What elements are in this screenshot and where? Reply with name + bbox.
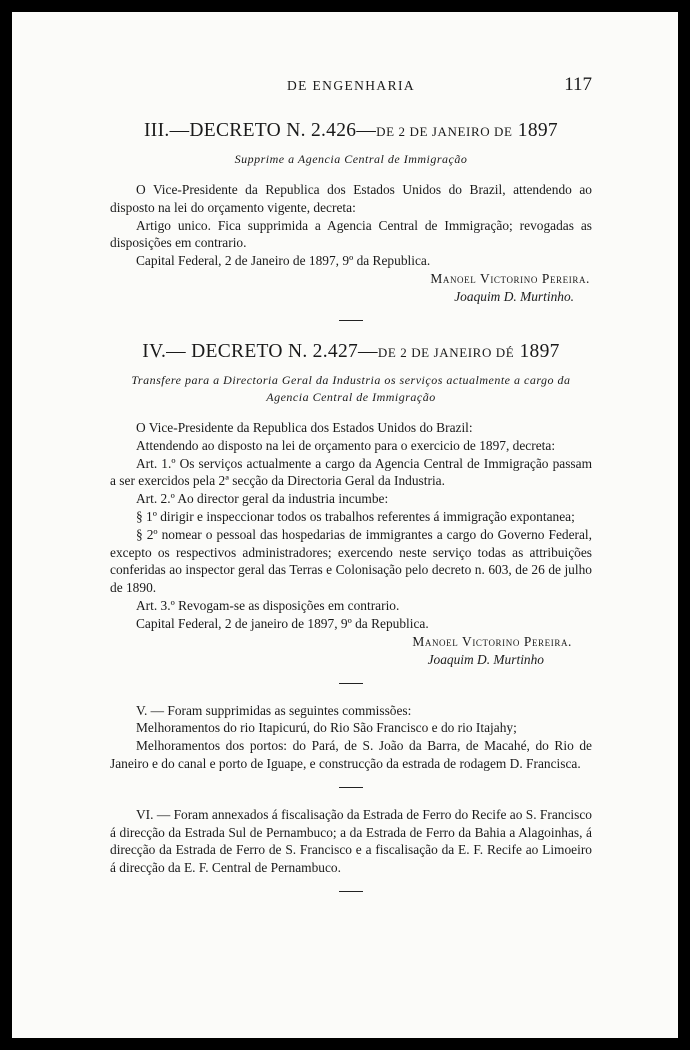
paragraph: § 1º dirigir e inspeccionar todos os trabalhos referentes á immigração expontanea; — [136, 508, 575, 524]
signatory-name-2: Joaquim D. Murtinho — [427, 651, 544, 667]
section-rule — [339, 683, 363, 684]
decree-2427-title-date: DE 2 DE JANEIRO DÉ — [377, 344, 515, 360]
paragraph: Art. 2.º Ao director geral da industria incumbe: — [136, 491, 389, 507]
decree-2427-title-year: 1897 — [519, 340, 560, 362]
paragraph: Capital Federal, 2 de janeiro de 1897, 9º da Republica. — [136, 615, 429, 631]
signatory-name: Manoel Victorino Pereira. — [412, 633, 572, 649]
paragraph: Capital Federal, 2 de Janeiro de 1897, 9º da Republica. — [136, 253, 431, 269]
paragraph: § 2º nomear o pessoal das hospedarias de immigrantes a cargo do Governo Federal, excepto os respectivos administradores; exercendo neste serviço todas as attribuições conferidas ao inspector geral das Terras e Colonisação pelo decreto n. 603, de 26 de julho de 1890. — [110, 526, 592, 596]
paragraph: Attendendo ao disposto na lei de orçamento para o exercicio de 1897, decreta: — [136, 437, 556, 453]
paragraph: Art. 1.º Os serviços actualmente a cargo da Agencia Central de Immigração passam a ser exercidos pela 2ª secção da Directoria Geral da Industria. — [110, 455, 592, 489]
section-v-body — [110, 702, 592, 773]
decree-2426-title — [110, 120, 592, 142]
decree-2427-signature — [110, 633, 592, 669]
decree-2427-body — [110, 419, 592, 633]
decree-2426-body — [110, 181, 592, 270]
decree-2426-signature — [110, 270, 592, 306]
section-rule — [339, 320, 363, 321]
section-rule — [339, 787, 363, 788]
paragraph: VI. — Foram annexados á fiscalisação da Estrada de Ferro do Recife ao S. Francisco á direcção da Estrada Sul de Pernambuco; a da Estrada de Ferro da Bahia a Alagoinhas, á direcção da Estrada de Ferro de S. Francisco e a fiscalisação da E. F. Recife ao Limoeiro á direcção da E. F. Central de Pernambuco. — [110, 806, 592, 876]
decree-2426-title-main: III.—DECRETO N. 2.426— — [144, 120, 377, 141]
decree-2427-title-main: IV.— DECRETO N. 2.427— — [142, 340, 378, 362]
decree-2426-title-date: DE 2 DE JANEIRO DE — [376, 124, 513, 139]
paragraph: Melhoramentos dos portos: do Pará, de S. João da Barra, de Macahé, do Rio de Janeiro e do canal e porto de Iguape, e construcção da estrada de rodagem D. Francisca. — [110, 738, 592, 771]
signatory-name: Manoel Victorino Pereira. — [430, 270, 590, 286]
decree-2427-subtitle: Transfere para a Directoria Geral da Industria os serviços actualmente a cargo da Agencia Central de Immigração — [131, 372, 571, 404]
decree-2426-title-year: 1897 — [517, 120, 558, 141]
paragraph: Artigo unico. Fica supprimida a Agencia Central de Immigração; revogadas as disposições em contrario. — [110, 217, 592, 251]
running-title: DE ENGENHARIA — [286, 78, 416, 93]
running-header — [110, 74, 592, 100]
section-vi-body — [110, 806, 592, 877]
book-page — [12, 12, 678, 1038]
section-rule — [339, 891, 363, 892]
paragraph: Melhoramentos do rio Itapicurú, do Rio São Francisco e do rio Itajahy; — [136, 720, 517, 736]
paragraph: V. — Foram supprimidas as seguintes commissões: — [136, 702, 412, 718]
decree-2426-subtitle: Supprime a Agencia Central de Immigração — [234, 152, 468, 166]
paragraph: O Vice-Presidente da Republica dos Estados Unidos do Brazil: — [136, 419, 473, 435]
paragraph: O Vice-Presidente da Republica dos Estados Unidos do Brazil, attendendo ao disposto na lei do orçamento vigente, decreta: — [110, 182, 592, 215]
decree-2427-title — [110, 341, 592, 363]
paragraph: Art. 3.º Revogam-se as disposições em contrario. — [136, 597, 400, 613]
signatory-name-2: Joaquim D. Murtinho. — [454, 288, 574, 304]
page-number: 117 — [564, 74, 592, 95]
